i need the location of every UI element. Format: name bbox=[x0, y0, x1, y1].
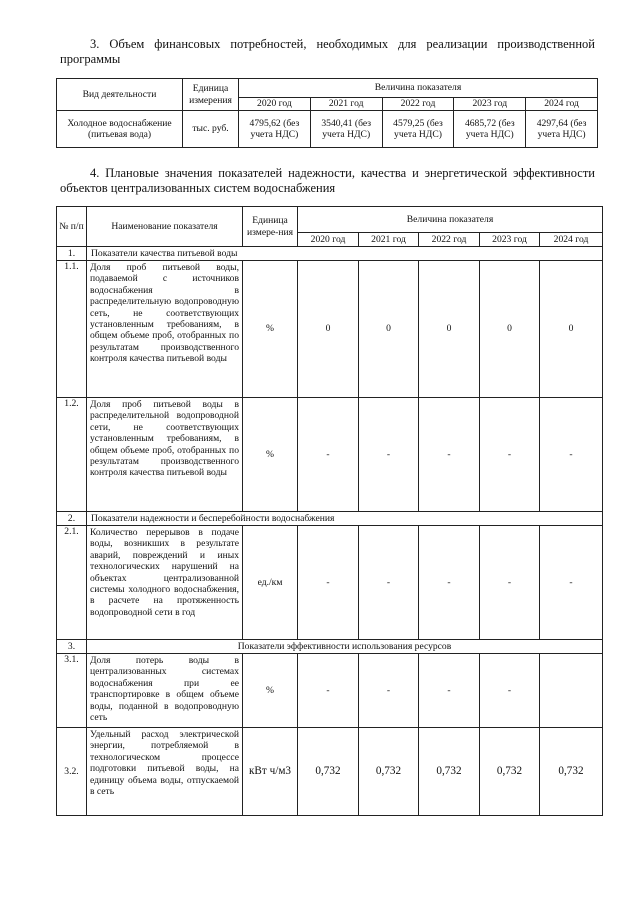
col-activity-header: Вид деятельности bbox=[57, 79, 183, 111]
unit-cell: тыс. руб. bbox=[183, 111, 239, 148]
value-cell: - bbox=[480, 654, 540, 728]
indicator-name: Доля потерь воды в централизованных системах водоснабжения при ее транспортировке в общем объеме воды, поданной в водопроводную сеть bbox=[87, 654, 243, 728]
indicator-name: Доля проб питьевой воды, подаваемой с источников водоснабжения в распределительную водопроводную сеть, не соответствующих установленным требованиям, в общем объеме проб, отобранных по результатам производственного контроля качества питьевой воды bbox=[87, 261, 243, 398]
year-header: 2020 год bbox=[298, 233, 359, 247]
row-num: 3.2. bbox=[57, 728, 87, 816]
value-cell: 4579,25 (без учета НДС) bbox=[382, 111, 454, 148]
unit-cell: % bbox=[243, 654, 298, 728]
indicators-table bbox=[56, 206, 603, 816]
col-name-header: Наименование показателя bbox=[87, 207, 243, 247]
value-cell: 0 bbox=[298, 261, 359, 398]
section-title: Показатели надежности и бесперебойности водоснабжения bbox=[87, 512, 603, 526]
value-cell: - bbox=[419, 398, 480, 512]
indicator-name: Доля проб питьевой воды в распределительной водопроводной сети, не соответствующих установленным требованиям, в общем объеме проб, отобранных по результатам производственного контроля качества питьевой воды bbox=[87, 398, 243, 512]
section3-title: 3. Объем финансовых потребностей, необходимых для реализации производственной программы bbox=[60, 37, 595, 66]
col-value-header: Величина показателя bbox=[239, 79, 598, 98]
unit-cell: % bbox=[243, 261, 298, 398]
value-cell: - bbox=[359, 526, 419, 640]
value-cell: - bbox=[359, 654, 419, 728]
col-num-header: № п/п bbox=[57, 207, 87, 247]
value-cell: 0 bbox=[419, 261, 480, 398]
value-cell: 0 bbox=[540, 261, 603, 398]
year-header: 2022 год bbox=[382, 98, 454, 111]
section4-title: 4. Плановые значения показателей надежности, качества и энергетической эффективности объектов централизованных систем водоснабжения bbox=[60, 166, 595, 195]
value-cell: 0,732 bbox=[359, 728, 419, 816]
value-cell: 4297,64 (без учета НДС) bbox=[526, 111, 598, 148]
row-num: 1.1. bbox=[57, 261, 87, 398]
col-value-header: Величина показателя bbox=[298, 207, 603, 233]
value-cell: - bbox=[480, 398, 540, 512]
financial-needs-table bbox=[56, 78, 598, 148]
unit-cell: % bbox=[243, 398, 298, 512]
value-cell: 3540,41 (без учета НДС) bbox=[310, 111, 382, 148]
year-header: 2020 год bbox=[239, 98, 311, 111]
value-cell: 0,732 bbox=[298, 728, 359, 816]
section-num: 1. bbox=[57, 247, 87, 261]
year-header: 2024 год bbox=[540, 233, 603, 247]
value-cell: - bbox=[298, 398, 359, 512]
year-header: 2023 год bbox=[480, 233, 540, 247]
unit-cell: кВт ч/м3 bbox=[243, 728, 298, 816]
year-header: 2021 год bbox=[310, 98, 382, 111]
year-header: 2021 год bbox=[359, 233, 419, 247]
value-cell: - bbox=[419, 526, 480, 640]
value-cell: - bbox=[359, 398, 419, 512]
year-header: 2023 год bbox=[454, 98, 526, 111]
value-cell: - bbox=[298, 526, 359, 640]
unit-cell: ед./км bbox=[243, 526, 298, 640]
value-cell: 0 bbox=[480, 261, 540, 398]
row-num: 1.2. bbox=[57, 398, 87, 512]
value-cell: 4685,72 (без учета НДС) bbox=[454, 111, 526, 148]
value-cell: 0 bbox=[359, 261, 419, 398]
value-cell bbox=[540, 654, 603, 728]
value-cell: 0,732 bbox=[419, 728, 480, 816]
indicator-name: Количество перерывов в подаче воды, возникших в результате аварий, повреждений и иных технологических нарушений на объектах централизованной системы холодного водоснабжения, в расчете на протяженность водопроводной сети в год bbox=[87, 526, 243, 640]
year-header: 2022 год bbox=[419, 233, 480, 247]
value-cell: - bbox=[480, 526, 540, 640]
value-cell: 0,732 bbox=[540, 728, 603, 816]
year-header: 2024 год bbox=[526, 98, 598, 111]
activity-cell: Холодное водоснабжение (питьевая вода) bbox=[57, 111, 183, 148]
value-cell: 4795,62 (без учета НДС) bbox=[239, 111, 311, 148]
section-title: Показатели качества питьевой воды bbox=[87, 247, 603, 261]
value-cell: - bbox=[419, 654, 480, 728]
col-unit-header: Единица измерения bbox=[183, 79, 239, 111]
section-num: 3. bbox=[57, 640, 87, 654]
indicator-name: Удельный расход электрической энергии, потребляемой в технологическом процессе подготовки питьевой воды, на единицу объема воды, отпускаемой в сеть bbox=[87, 728, 243, 816]
section-num: 2. bbox=[57, 512, 87, 526]
col-unit-header: Единица измере-ния bbox=[243, 207, 298, 247]
row-num: 3.1. bbox=[57, 654, 87, 728]
value-cell: - bbox=[298, 654, 359, 728]
value-cell: - bbox=[540, 526, 603, 640]
value-cell: 0,732 bbox=[480, 728, 540, 816]
row-num: 2.1. bbox=[57, 526, 87, 640]
section-title: Показатели эффективности использования ресурсов bbox=[87, 640, 603, 654]
value-cell: - bbox=[540, 398, 603, 512]
